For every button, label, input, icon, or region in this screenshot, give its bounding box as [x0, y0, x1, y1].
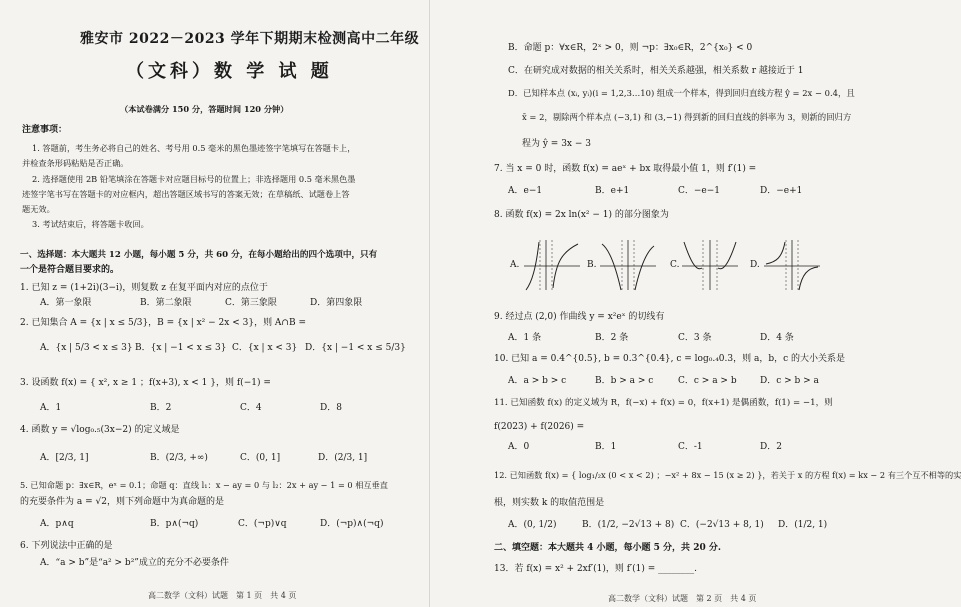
option-d: D．已知样本点 (xᵢ, yᵢ)(i = 1,2,3…10) 组成一个样本，得到回归直线方程 ŷ = 2x − 0.4，且	[508, 88, 855, 98]
option-b: B．1	[595, 442, 617, 452]
notice-line: 3. 考试结束后，将答题卡收回。	[32, 219, 149, 229]
notice-line: 1. 答题前，考生务必将自己的姓名、考号用 0.5 毫米的黑色墨迹签字笔填写在答题卡上，	[32, 143, 356, 153]
notice-heading: 注意事项：	[22, 125, 68, 135]
exam-duration-note: （本试卷满分 150 分，答题时间 120 分钟）	[120, 104, 289, 114]
option-b: B．(2/3, +∞)	[150, 453, 208, 463]
question-4: 4. 函数 y = √log₀.₅(3x−2) 的定义域是	[20, 425, 180, 435]
notice-line: 迹签字笔书写在答题卡的对应框内，超出答题区域书写的答案无效；在草稿纸、试题卷上答	[22, 189, 350, 199]
option-a: A．e−1	[508, 186, 543, 196]
exam-subject-title: （文科）数 学 试 题	[126, 61, 333, 82]
option-b: B．{x | −1 < x ≤ 3}	[135, 343, 227, 353]
notice-line: 题无效。	[22, 204, 55, 214]
option-a: A．[2/3, 1]	[40, 453, 89, 463]
option-d: D．c > b > a	[760, 376, 819, 386]
option-a: A．1	[40, 403, 62, 413]
option-d: D．(2/3, 1]	[318, 453, 368, 463]
question-10: 10. 已知 a = 0.4^{0.5}, b = 0.3^{0.4}, c = log₀.₄0.3，则 a，b，c 的大小关系是	[494, 354, 846, 364]
option-d: D．(1/2, 1)	[778, 520, 828, 530]
option-a: A.	[510, 260, 520, 270]
option-c: C．-1	[678, 442, 703, 452]
option-d: D．−e+1	[760, 186, 803, 196]
page-2	[430, 0, 961, 607]
question-1: 1. 已知 z = (1+2i)(3−i)，则复数 z 在复平面内对应的点位于	[20, 283, 268, 293]
option-b: B．2 条	[595, 333, 629, 343]
option-a: A．“a > b”是“a² > b²”成立的充分不必要条件	[40, 558, 229, 568]
question-3: 3. 设函数 f(x) = { x², x ≥ 1 ；f(x+3), x < 1 }，则 f(−1) =	[20, 378, 271, 388]
page-footer: 高二数学（文科）试题 第 1 页 共 4 页	[148, 591, 297, 600]
option-d-cont: x̄ = 2，剔除两个样本点 (−3,1) 和 (3,−1) 得到新的回归直线的斜率为 3，则新的回归方	[522, 112, 852, 122]
question-8: 8. 函数 f(x) = 2x ln(x² − 1) 的部分图象为	[494, 210, 669, 220]
option-c: C．−e−1	[678, 186, 721, 196]
option-a: A．第一象限	[40, 298, 92, 308]
notice-line: 并检查条形码粘贴是否正确。	[22, 158, 129, 168]
option-a: A．1 条	[508, 333, 542, 343]
graph-b	[598, 238, 658, 292]
option-c: C．3 条	[678, 333, 712, 343]
question-12-cont: 根，则实数 k 的取值范围是	[494, 498, 605, 508]
option-d: D.	[750, 260, 760, 270]
option-c: C.	[670, 260, 680, 270]
section-2-heading: 二、填空题：本大题共 4 小题，每小题 5 分，共 20 分.	[494, 543, 721, 553]
option-c: C．第三象限	[225, 298, 277, 308]
option-b: B.	[587, 260, 597, 270]
section-1-heading: 一、选择题：本大题共 12 小题，每小题 5 分，共 60 分，在每小题给出的四个选项中，只有	[20, 250, 378, 260]
graph-c	[680, 238, 740, 292]
option-a: A．{x | 5/3 < x ≤ 3}	[40, 343, 133, 353]
option-b: B．e+1	[595, 186, 630, 196]
question-5-cont: 的充要条件为 a = √2，则下列命题中为真命题的是	[20, 497, 224, 507]
question-9: 9. 经过点 (2,0) 作曲线 y = x²eˣ 的切线有	[494, 312, 665, 322]
option-a: A．(0, 1/2)	[508, 520, 557, 530]
option-b: B．第二象限	[140, 298, 192, 308]
option-c: C．4	[240, 403, 262, 413]
option-b: B．命题 p：∀x∈R，2ˣ > 0，则 ¬p：∃x₀∈R，2^{x₀} < 0	[508, 43, 753, 53]
option-c: C．(0, 1]	[240, 453, 281, 463]
option-c: C．(¬p)∨q	[238, 519, 287, 529]
option-d-cont: 程为 ŷ = 3x − 3	[522, 139, 591, 149]
option-a: A．p∧q	[40, 519, 74, 529]
graph-a	[522, 238, 582, 292]
section-1-heading-cont: 一个是符合题目要求的。	[20, 265, 120, 275]
question-2: 2. 已知集合 A = {x | x ≤ 5/3}，B = {x | x² − 2x < 3}，则 A∩B =	[20, 318, 306, 328]
option-c: C．(−2√13 + 8, 1)	[680, 520, 764, 530]
option-a: A．0	[508, 442, 530, 452]
option-d: D．第四象限	[310, 298, 363, 308]
option-d: D．2	[760, 442, 782, 452]
graph-d	[762, 238, 822, 292]
exam-title: 雅安市 2022－2023 学年下期期末检测高中二年级	[80, 31, 420, 47]
option-a: A．a > b > c	[508, 376, 567, 386]
page-1	[0, 0, 430, 607]
question-7: 7. 当 x = 0 时，函数 f(x) = aeˣ + bx 取得最小值 1，则 f′(1) =	[494, 164, 757, 174]
option-c: C．在研究成对数据的相关关系时，相关关系越强，相关系数 r 越接近于 1	[508, 66, 804, 76]
question-11-cont: f(2023) + f(2026) =	[494, 422, 585, 432]
page-footer: 高二数学（文科）试题 第 2 页 共 4 页	[608, 594, 757, 603]
option-d: D．8	[320, 403, 342, 413]
question-13: 13．若 f(x) = x² + 2xf′(1)，则 f′(1) = ________.	[494, 564, 697, 574]
question-5: 5. 已知命题 p：∃x∈R，eˣ = 0.1；命题 q：直线 l₁：x − ay = 0 与 l₂：2x + ay − 1 = 0 相互垂直	[20, 480, 388, 490]
option-c: C．{x | x < 3}	[232, 343, 298, 353]
option-d: D．{x | −1 < x ≤ 5/3}	[305, 343, 406, 353]
option-b: B．2	[150, 403, 172, 413]
option-b: B．(1/2, −2√13 + 8)	[582, 520, 675, 530]
question-11: 11. 已知函数 f(x) 的定义域为 R，f(−x) + f(x) = 0，f(x+1) 是偶函数，f(1) = −1，则	[494, 398, 833, 408]
option-b: B．p∧(¬q)	[150, 519, 199, 529]
question-6: 6. 下列说法中正确的是	[20, 541, 113, 551]
option-d: D．4 条	[760, 333, 794, 343]
option-b: B．b > a > c	[595, 376, 654, 386]
option-c: C．c > a > b	[678, 376, 737, 386]
question-12: 12. 已知函数 f(x) = { log₁/₂x (0 < x < 2) ；−x² + 8x − 15 (x ≥ 2) }，若关于 x 的方程 f(x) = kx − 2 有三个互不相等的实	[494, 470, 961, 480]
notice-line: 2. 选择题使用 2B 铅笔填涂在答题卡对应题目标号的位置上；非选择题用 0.5 毫米黑色墨	[32, 174, 356, 184]
option-d: D．(¬p)∧(¬q)	[320, 519, 384, 529]
